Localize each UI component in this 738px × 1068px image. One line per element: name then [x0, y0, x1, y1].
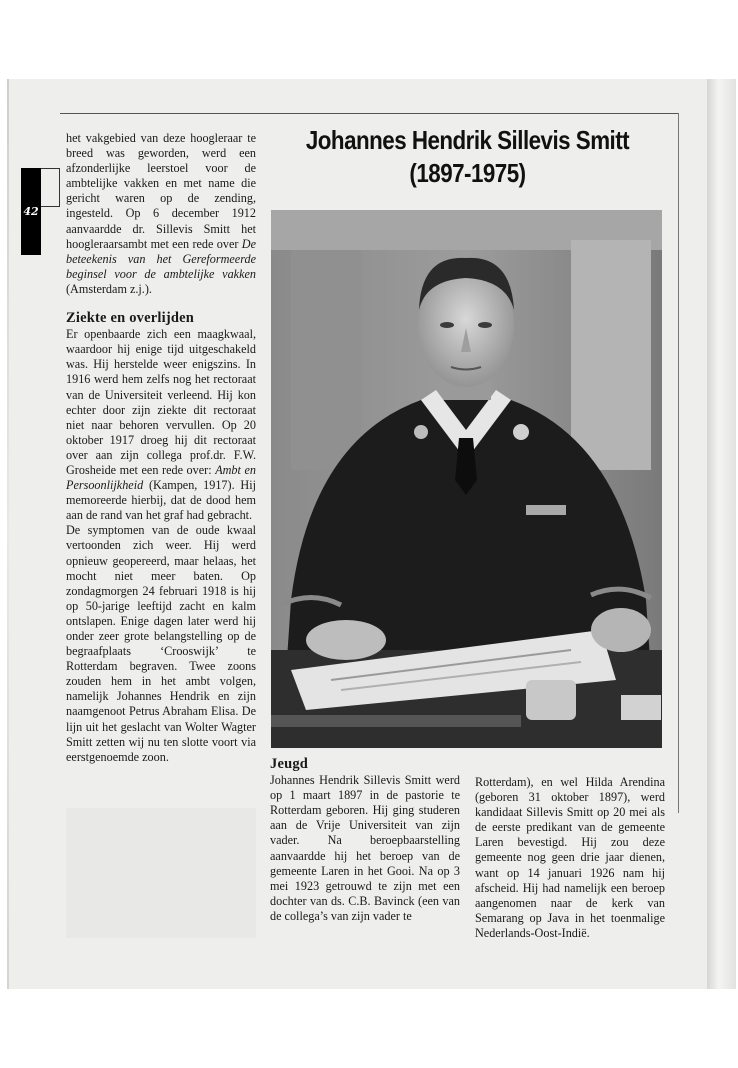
left-p2-end: (Kampen, 1917). Hij memoreerde hierbij, dat de dood hem aan de rand van het graf had gebracht.: [66, 478, 256, 523]
page-edge: [707, 79, 736, 989]
left-paragraph-3: De symptomen van de oude kwaal vertoonden zich weer. Hij werd opnieuw geopereerd, maar helaas, het mocht niet meer baten. Op zondagmorgen 24 februari 1918 is hij op 50-jarige leeftijd zacht en kalm ontslapen. Enige dagen later werd hij onder zeer grote belangstelling op de begraafplaats ‘Crooswijk’ te Rotterdam begraven. Twee zoons zouden hem in het ambt volgen, namelijk Johannes Hendrik en zijn naamgenoot Petrus Abraham Elisa. De lijn uit het geslacht van Wolter Wagter Smitt zetten wij nu ten slotte voort via eerstgenoemde zoon.: [66, 523, 256, 764]
shaded-box: [66, 808, 256, 938]
right-column: [475, 775, 665, 941]
middle-column: [270, 757, 460, 924]
page-spine-shadow: [7, 79, 9, 989]
left-paragraph-1: [66, 131, 256, 297]
left-p2-text: Er openbaarde zich een maagkwaal, waardoor hij enige tijd uitgeschakeld was. Hij herstelde weer enigszins. In 1916 werd hem zelfs nog het rectoraat van de Universiteit verleend. Hij kon echter door zijn ziekte dit rectoraat niet naar behoren vervullen. Op 20 oktober 1917 droeg hij dit rectoraat over aan zijn collega prof.dr. F.W. Grosheide met een rede over:: [66, 327, 256, 477]
page-number: 42: [23, 205, 39, 218]
left-p1-text: het vakgebied van deze hoogleraar te breed was geworden, werd een afzonderlijke leerstoel voor de ambtelijke vakken en met name die gericht waren op de zending, ingesteld. Op 6 december 1912 aanvaardde dr. Sillevis Smitt het hoogleraarsambt met een rede over: [66, 131, 256, 251]
left-p1-italic: De beteekenis van het Gereformeerde beginsel voor de ambtelijke vakken: [66, 236, 256, 281]
left-p2-italic: Ambt en Persoonlijkheid: [66, 462, 256, 493]
section-heading-illness: Ziekte en overlijden: [66, 310, 195, 327]
left-paragraph-2: [66, 327, 256, 523]
left-p1-end: (Amsterdam z.j.).: [66, 281, 152, 296]
top-rule: [60, 113, 678, 114]
left-column: [66, 131, 256, 765]
title-name: Johannes Hendrik Sillevis Smitt: [305, 125, 630, 155]
portrait-illustration: [271, 210, 662, 748]
right-rule: [678, 113, 679, 813]
portrait-photo: [271, 210, 662, 748]
middle-paragraph-1: Johannes Hendrik Sillevis Smitt werd op 1 maart 1897 in de pastorie te Rotterdam geboren. Hij ging studeren aan de Vrije Universiteit van zijn vader. Na beroepbaarstelling aanvaardde hij het beroep van de gemeente Laren in het Gooi. Na op 3 mei 1923 getrouwd te zijn met een dochter van ds. C.B. Bavinck (een van de collega’s van zijn vader te: [270, 773, 460, 923]
article-title: [302, 124, 633, 190]
right-paragraph-1: Rotterdam), en wel Hilda Arendina (geboren 31 oktober 1897), werd kandidaat Sillevis Smitt op 20 mei als de eerste predikant van de gemeente Laren bevestigd. Hij zou deze gemeente nog geen drie jaar dienen, want op 14 januari 1926 nam hij afscheid. Hij had namelijk een beroep aangenomen naar de kerk van Semarang op Java in het toenmalige Nederlands-Oost-Indië.: [475, 775, 665, 940]
section-heading-youth: Jeugd: [270, 756, 309, 772]
title-years: (1897-1975): [409, 158, 526, 188]
